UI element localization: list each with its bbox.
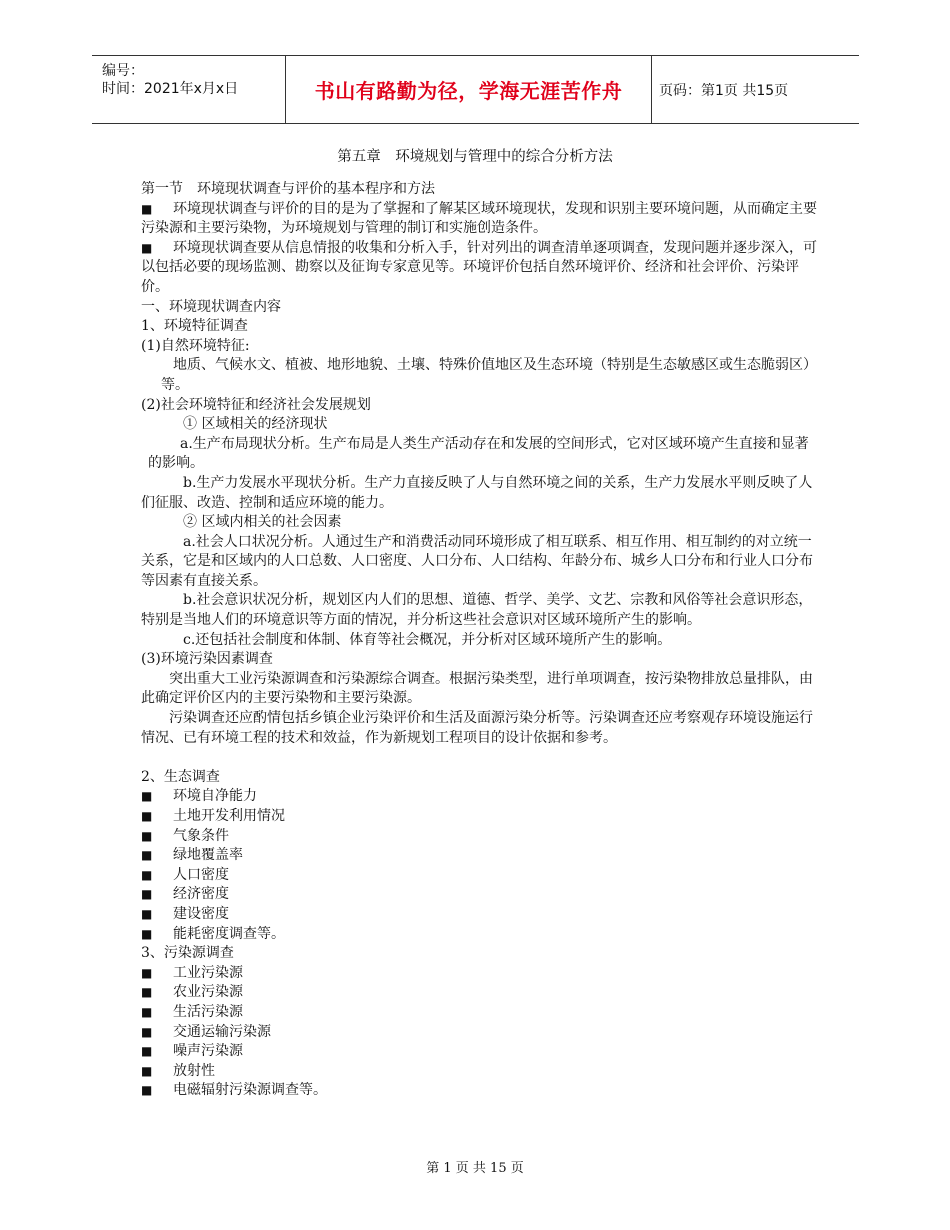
header-page-label: 页码：第1页 共15页 bbox=[659, 82, 789, 99]
item-heading: (3)环境污染因素调查 bbox=[141, 651, 273, 668]
paragraph: b.社会意识状况分析，规划区内人们的思想、道德、哲学、美学、文艺、宗教和风俗等社会意识形态，特别是当地人们的环境意识等方面的情况，并分析这些社会意识对区域环境所产生的影响。 bbox=[141, 592, 813, 629]
list-item: ■ 建设密度 bbox=[141, 905, 821, 925]
header-info bbox=[92, 56, 285, 123]
subsection-heading: 3、污染源调查 bbox=[141, 945, 234, 962]
document-number-label: 编号： bbox=[102, 63, 144, 79]
list-item: ■ 农业污染源 bbox=[141, 983, 821, 1003]
paragraph: 污染调查还应酌情包括乡镇企业污染评价和生活及面源污染分析等。污染调查还应考察观存环境设施运行情况、已有环境工程的技术和效益，作为新规划工程项目的设计依据和参考。 bbox=[141, 710, 813, 746]
list-item: ■ 土地开发利用情况 bbox=[141, 807, 821, 827]
sub-item-heading: ① 区域相关的经济现状 bbox=[183, 416, 328, 433]
item-heading: (1)自然环境特征: bbox=[141, 337, 250, 354]
list-item: ■ 噪声污染源 bbox=[141, 1042, 821, 1062]
list-item: ■ 放射性 bbox=[141, 1062, 821, 1082]
list-item: ■ 气象条件 bbox=[141, 827, 821, 847]
document-body bbox=[141, 180, 821, 1101]
header-page-cell bbox=[651, 56, 867, 123]
paragraph: c.还包括社会制度和体制、体育等社会概况，并分析对区域环境所产生的影响。 bbox=[183, 631, 672, 648]
part-heading: 一、环境现状调查内容 bbox=[141, 298, 281, 315]
subsection-heading: 2、生态调查 bbox=[141, 768, 220, 785]
page-header bbox=[92, 55, 859, 124]
list-item: ■ 人口密度 bbox=[141, 866, 821, 886]
bullet-paragraph: ■ 环境现状调查要从信息情报的收集和分析入手，针对列出的调查清单逐项调查，发现问题并逐步深入，可以包括必要的现场监测、勘察以及征询专家意见等。环境评价包括自然环境评价、经济和社会评价、污染评价。 bbox=[141, 239, 821, 298]
document-time-label: 时间：2021年x月x日 bbox=[102, 81, 239, 97]
chapter-title: 第五章 环境规划与管理中的综合分析方法 bbox=[337, 149, 613, 165]
section-heading: 第一节 环境现状调查与评价的基本程序和方法 bbox=[141, 181, 435, 197]
list-item: ■ 生活污染源 bbox=[141, 1003, 821, 1023]
list-item: ■ 电磁辐射污染源调查等。 bbox=[141, 1081, 821, 1101]
list-item: ■ 绿地覆盖率 bbox=[141, 846, 821, 866]
paragraph: a.生产布局现状分析。生产布局是人类生产活动存在和发展的空间形式，它对区域环境产生直接和显著的影响。 bbox=[148, 435, 809, 472]
list-item: ■ 经济密度 bbox=[141, 885, 821, 905]
item-heading: (2)社会环境特征和经济社会发展规划 bbox=[141, 396, 371, 413]
list-item: ■ 环境自净能力 bbox=[141, 787, 821, 807]
list-item: ■ 能耗密度调查等。 bbox=[141, 925, 821, 945]
list-item: ■ 交通运输污染源 bbox=[141, 1023, 821, 1043]
paragraph: b.生产力发展水平现状分析。生产力直接反映了人与自然环境之间的关系，生产力发展水平则反映了人们征服、改造、控制和适应环境的能力。 bbox=[141, 474, 813, 511]
paragraph: 地质、气候水文、植被、地形地貌、土壤、特殊价值地区及生态环境（特别是生态敏感区或生态脆弱区）等。 bbox=[161, 357, 817, 393]
list-item: ■ 工业污染源 bbox=[141, 964, 821, 984]
header-motto: 书山有路勤为径，学海无涯苦作舟 bbox=[314, 79, 623, 103]
sub-item-heading: ② 区域内相关的社会因素 bbox=[183, 514, 342, 531]
bullet-paragraph: ■ 环境现状调查与评价的目的是为了掌握和了解某区域环境现状，发现和识别主要环境问题，从而确定主要污染源和主要污染物，为环境规划与管理的制订和实施创造条件。 bbox=[141, 200, 821, 239]
page-footer: 第 1 页 共 15 页 bbox=[426, 1161, 524, 1176]
paragraph: a.社会人口状况分析。人通过生产和消费活动同环境形成了相互联系、相互作用、相互制约的对立统一关系，它是和区域内的人口总数、人口密度、人口分布、人口结构、年龄分布、城乡人口分布和行业人口分布等因素有直接关系。 bbox=[141, 533, 813, 589]
paragraph: 突出重大工业污染源调查和污染源综合调查。根据污染类型，进行单项调查，按污染物排放总量排队，由此确定评价区内的主要污染物和主要污染源。 bbox=[141, 670, 813, 707]
subsection-heading: 1、环境特征调查 bbox=[141, 318, 248, 335]
header-motto-cell bbox=[285, 56, 652, 123]
